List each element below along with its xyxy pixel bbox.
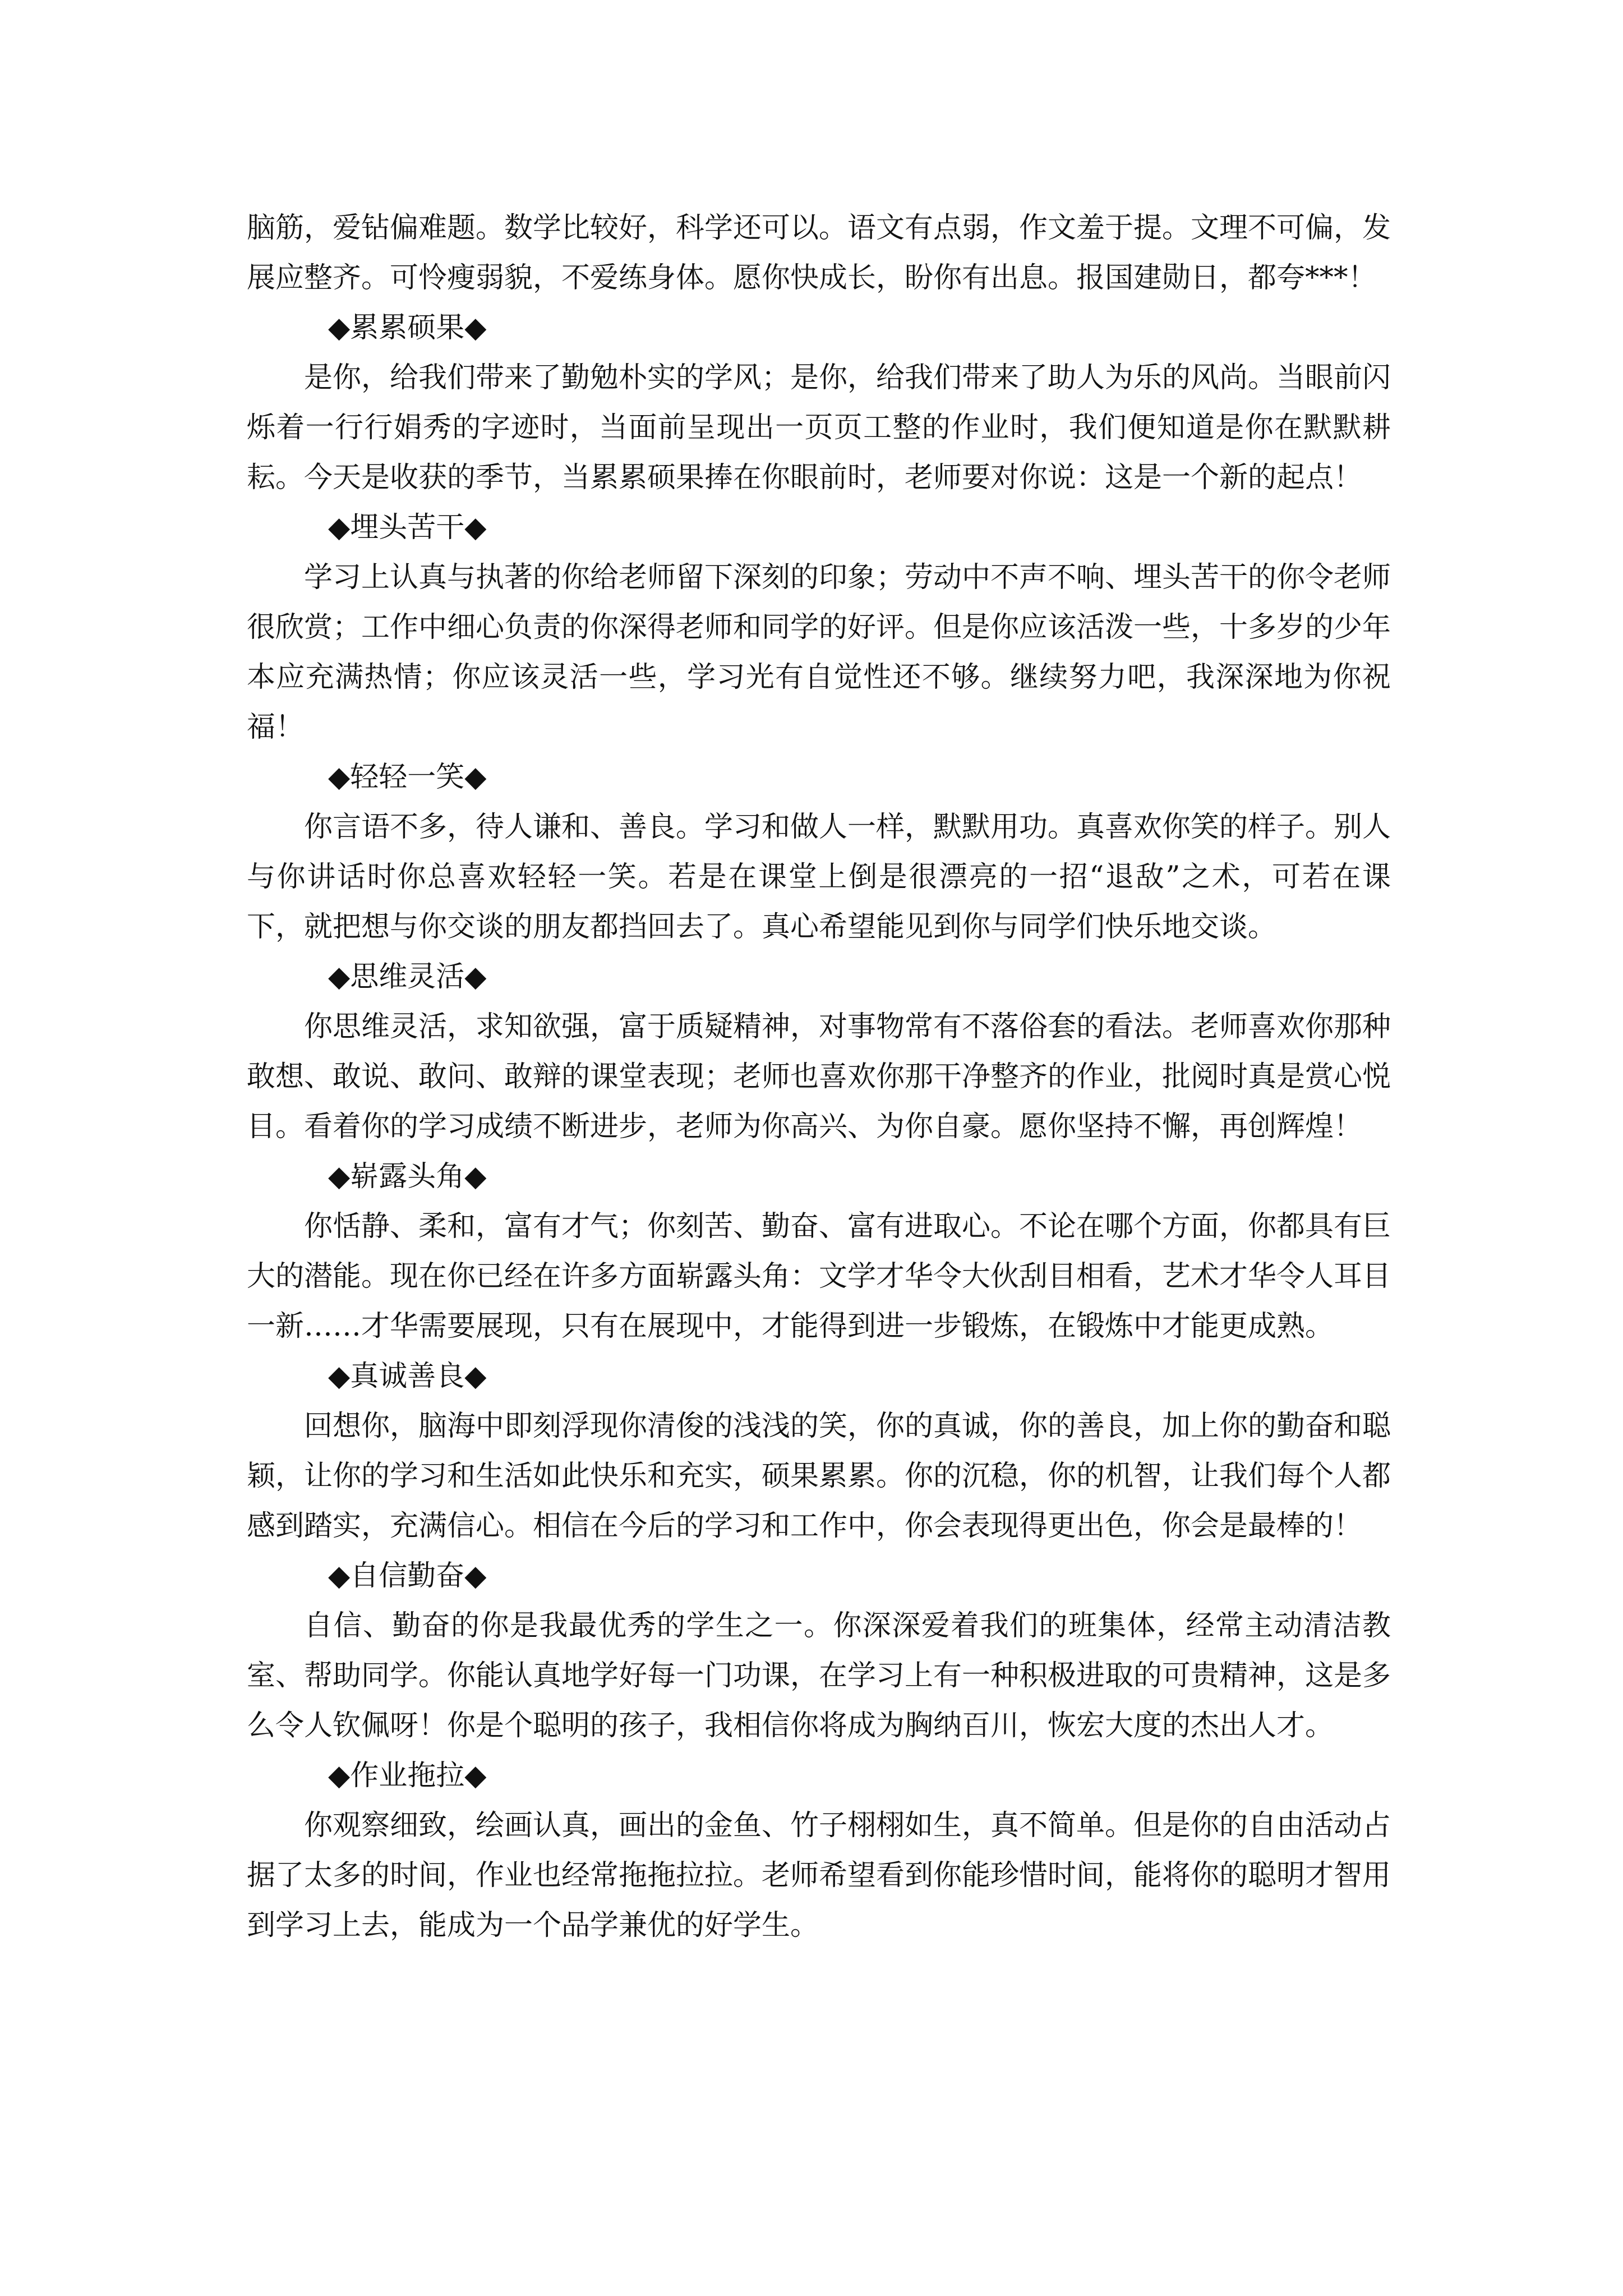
section-paragraph: 学习上认真与执著的你给老师留下深刻的印象；劳动中不声不响、埋头苦干的你令老师很欣赏；工作中细心负责的你深得老师和同学的好评。但是你应该活泼一些，十多岁的少年本应充满热情；你应该灵活一些，学习光有自觉性还不够。继续努力吧，我深深地为你祝福！ <box>247 561 1391 744</box>
section-paragraph: 你思维灵活，求知欲强，富于质疑精神，对事物常有不落俗套的看法。老师喜欢你那种敢想、敢说、敢问、敢辩的课堂表现；老师也喜欢你那干净整齐的作业，批阅时真是赏心悦目。看着你的学习成绩不断进步，老师为你高兴、为你自豪。愿你坚持不懈，再创辉煌！ <box>247 1010 1391 1143</box>
document-body <box>247 203 1391 1950</box>
section-paragraph: 自信、勤奋的你是我最优秀的学生之一。你深深爱着我们的班集体，经常主动清洁教室、帮助同学。你能认真地学好每一门功课，在学习上有一种积极进取的可贵精神，这是多么令人钦佩呀！你是个聪明的孩子，我相信你将成为胸纳百川，恢宏大度的杰出人才。 <box>247 1609 1391 1742</box>
section-paragraph: 你言语不多，待人谦和、善良。学习和做人一样，默默用功。真喜欢你笑的样子。别人与你讲话时你总喜欢轻轻一笑。若是在课堂上倒是很漂亮的一招“退敌”之术，可若在课下，就把想与你交谈的朋友都挡回去了。真心希望能见到你与同学们快乐地交谈。 <box>247 811 1391 944</box>
section-heading: ◆思维灵活◆ <box>328 960 487 993</box>
section-paragraph: 是你，给我们带来了勤勉朴实的学风；是你，给我们带来了助人为乐的风尚。当眼前闪烁着一行行娟秀的字迹时，当面前呈现出一页页工整的作业时，我们便知道是你在默默耕耘。今天是收获的季节，当累累硕果捧在你眼前时，老师要对你说：这是一个新的起点！ <box>247 361 1391 494</box>
section-paragraph: 回想你，脑海中即刻浮现你清俊的浅浅的笑，你的真诚，你的善良，加上你的勤奋和聪颖，让你的学习和生活如此快乐和充实，硕果累累。你的沉稳，你的机智，让我们每个人都感到踏实，充满信心。相信在今后的学习和工作中，你会表现得更出色，你会是最棒的！ <box>247 1410 1391 1543</box>
section-heading: ◆崭露头角◆ <box>328 1160 487 1193</box>
section-heading: ◆自信勤奋◆ <box>328 1559 487 1593</box>
intro-paragraph: 脑筋，爱钻偏难题。数学比较好，科学还可以。语文有点弱，作文羞于提。文理不可偏，发展应整齐。可怜瘦弱貌，不爱练身体。愿你快成长，盼你有出息。报国建勋日，都夸***！ <box>247 211 1391 295</box>
section-heading: ◆埋头苦干◆ <box>328 511 487 544</box>
section-heading: ◆真诚善良◆ <box>328 1360 487 1393</box>
section-heading: ◆轻轻一笑◆ <box>328 761 487 794</box>
section-paragraph: 你观察细致，绘画认真，画出的金鱼、竹子栩栩如生，真不简单。但是你的自由活动占据了太多的时间，作业也经常拖拖拉拉。老师希望看到你能珍惜时间，能将你的聪明才智用到学习上去，能成为一个品学兼优的好学生。 <box>247 1809 1391 1942</box>
section-heading: ◆作业拖拉◆ <box>328 1759 487 1792</box>
section-heading: ◆累累硕果◆ <box>328 311 487 344</box>
section-paragraph: 你恬静、柔和，富有才气；你刻苦、勤奋、富有进取心。不论在哪个方面，你都具有巨大的潜能。现在你已经在许多方面崭露头角：文学才华令大伙刮目相看，艺术才华令人耳目一新……才华需要展现，只有在展现中，才能得到进一步锻炼，在锻炼中才能更成熟。 <box>247 1210 1391 1343</box>
